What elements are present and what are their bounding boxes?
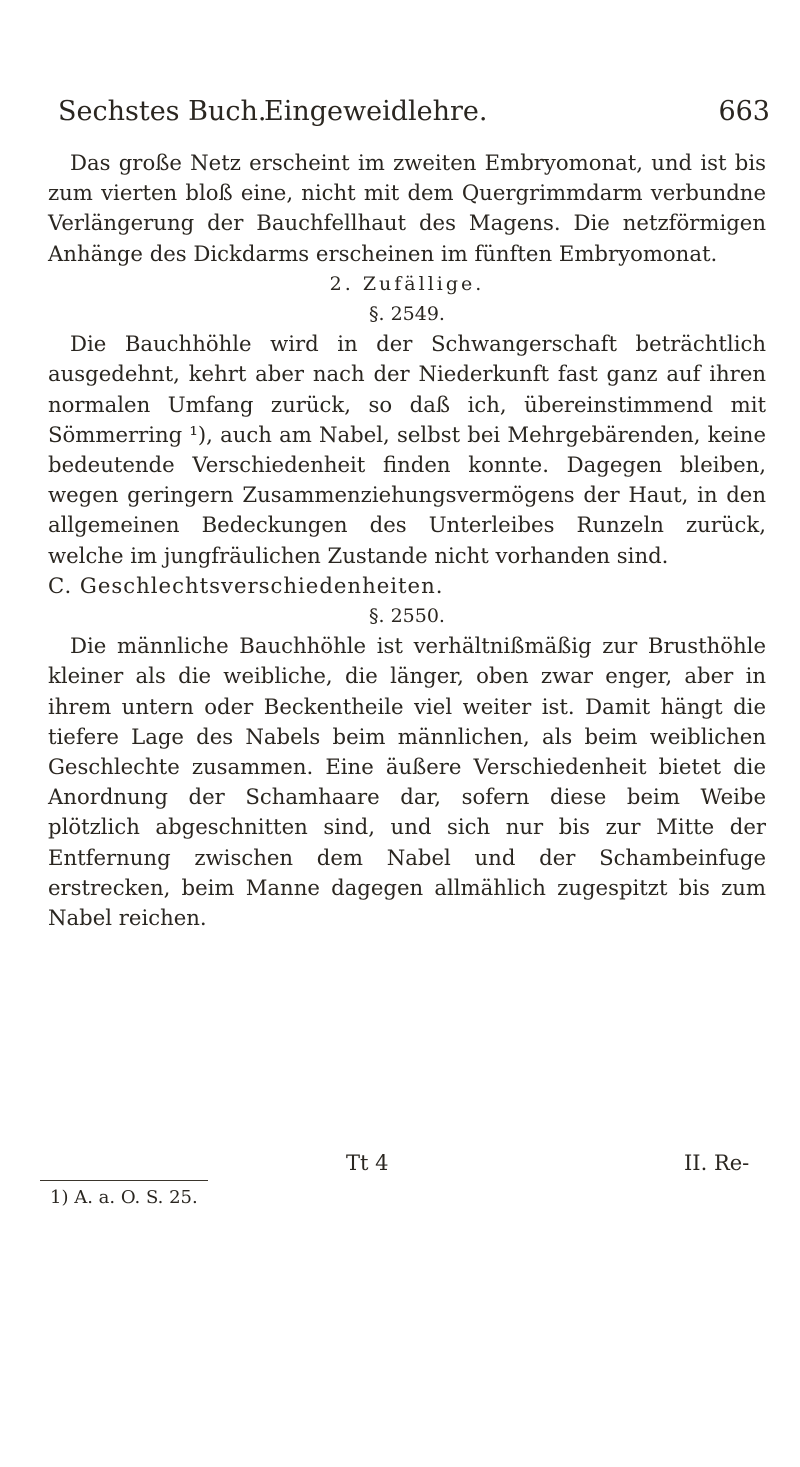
paragraph-maennliche-bauchhoehle: Die männliche Bauchhöhle ist verhältnißmäßig zur Brusthöhle kleiner als die weibliche, die länger, oben zwar enger, aber in ihrem untern oder Beckentheile viel weiter ist. Damit hängt die tiefere Lage des Nabels beim männlichen, als beim weiblichen Geschlechte zusammen. Eine äußere Verschiedenheit bietet die Anordnung der Schamhaare dar, sofern diese beim Weibe plötzlich abgeschnitten sind, und sich nur bis zur Mitte der Entfernung zwischen dem Nabel und der Schambeinfuge erstrecken, beim Manne dagegen allmählich zugespitzt bis zum Nabel reichen. (48, 633, 766, 931)
section-2549: §. 2549. (369, 303, 445, 326)
heading-geschlechtsverschiedenheiten: C. Geschlechtsverschiedenheiten. (48, 572, 444, 598)
heading-zufaellige: 2. Zufällige. (329, 272, 485, 295)
footnote-rule (40, 1180, 208, 1181)
footnote: 1) A. a. O. S. 25. (50, 1187, 198, 1208)
signature-mark: Tt 4 (346, 1151, 389, 1175)
running-head-right: Eingeweidlehre. (264, 96, 488, 127)
paragraph-bauchhoehle: Die Bauchhöhle wird in der Schwangerschaft beträchtlich ausgedehnt, kehrt aber nach der Niederkunft fast ganz auf ihren normalen Umfang zurück, so daß ich, übereinstimmend mit Sömmerring ¹), auch am Nabel, selbst bei Mehrgebärenden, keine bedeutende Verschiedenheit finden konnte. Dagegen bleiben, wegen geringern Zusammenziehungsvermögens der Haut, in den allgemeinen Bedeckungen des Unterleibes Runzeln zurück, welche im jungfräulichen Zustande nicht vorhanden sind. (48, 331, 766, 568)
section-2550: §. 2550. (369, 605, 445, 628)
page-number: 663 (718, 96, 770, 127)
catchword: II. Re- (684, 1151, 750, 1175)
paragraph-netz: Das große Netz erscheint im zweiten Embryomonat, und ist bis zum vierten bloß eine, nicht mit dem Quergrimmdarm verbundne Verlängerung der Bauchfellhaut des Magens. Die netzförmigen Anhänge des Dickdarms erscheinen im fünften Embryomonat. (48, 150, 766, 266)
body-text (48, 148, 766, 933)
running-head-left: Sechstes Buch. (58, 96, 267, 127)
